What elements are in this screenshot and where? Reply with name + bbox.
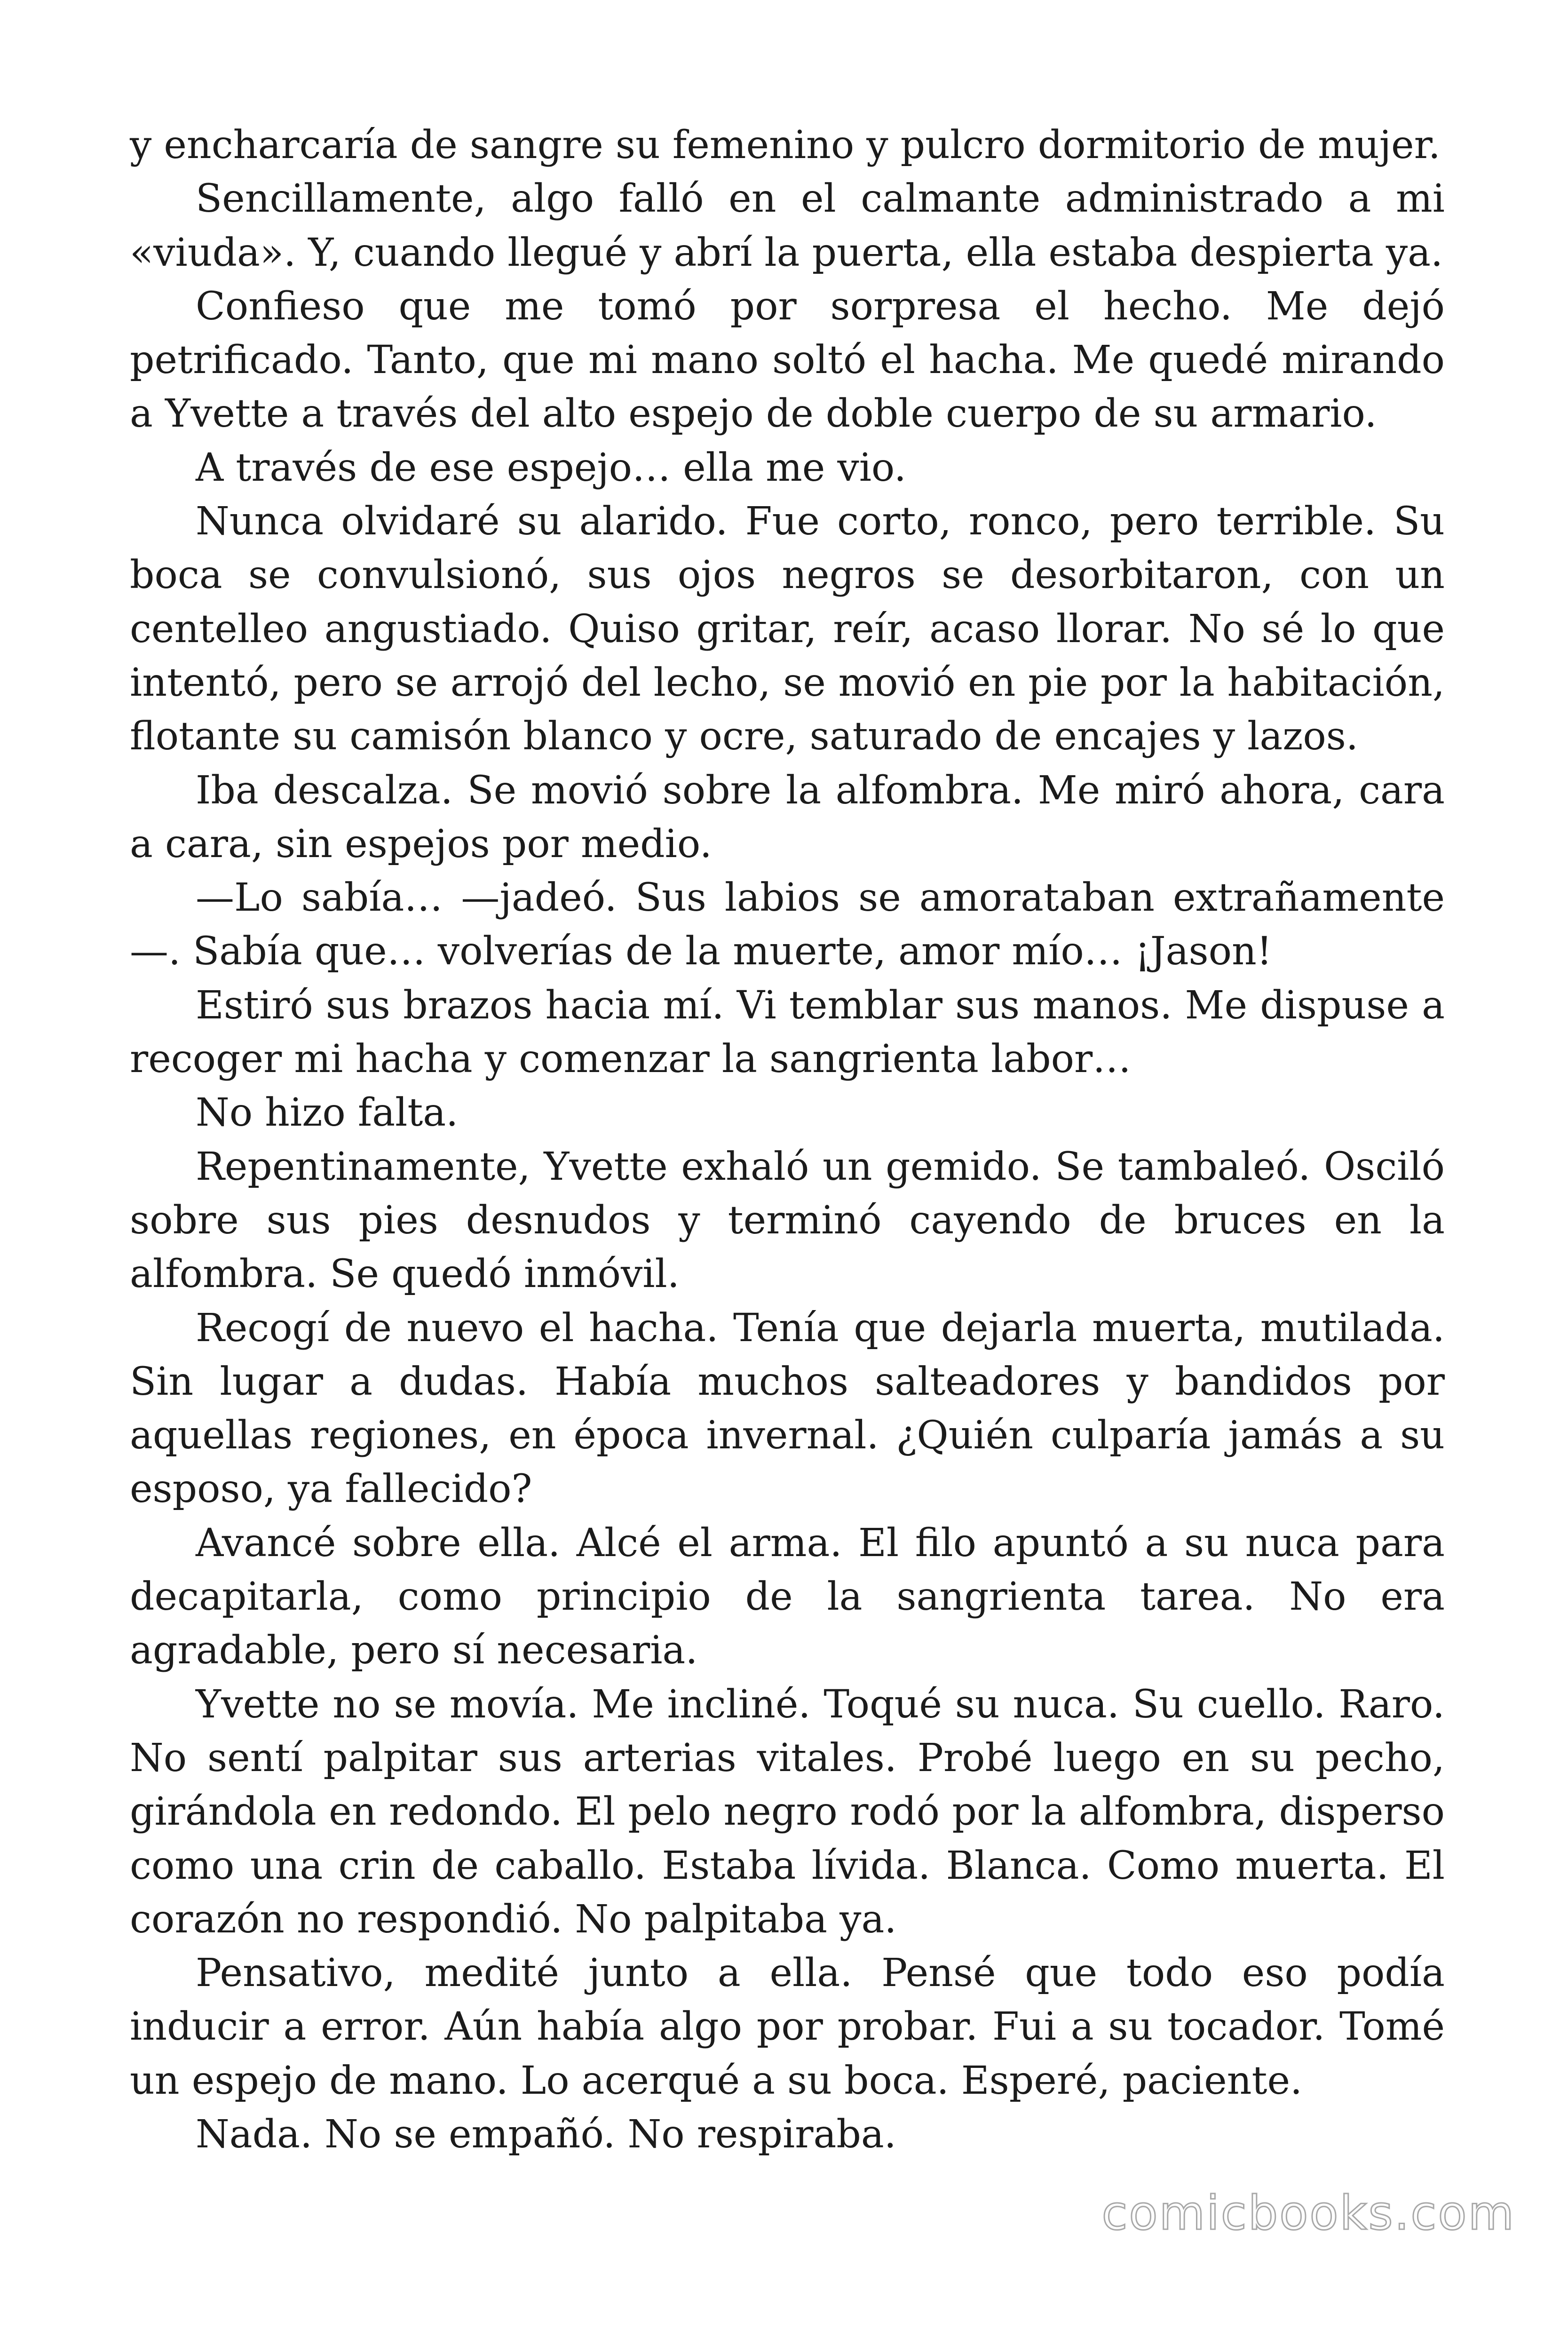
paragraph: y encharcaría de sangre su femenino y pulcro dormitorio de mujer.: [130, 123, 1441, 167]
paragraph: Nada. No se empañó. No respiraba.: [196, 2112, 896, 2157]
paragraph: Pensativo, medité junto a ella. Pensé que todo eso podía inducir a error. Aún había algo por probar. Fui a su tocador. Tomé un espejo de mano. Lo acerqué a su boca. Esperé, paciente.: [130, 1951, 1445, 2103]
paragraph: A través de ese espejo… ella me vio.: [196, 445, 906, 490]
paragraph: Iba descalza. Se movió sobre la alfombra. Me miró ahora, cara a cara, sin espejos por medio.: [130, 768, 1445, 866]
paragraph: —Lo sabía… —jadeó. Sus labios se amorataban extrañamente—. Sabía que… volverías de la muerte, amor mío… ¡Jason!: [130, 875, 1445, 974]
paragraph: Nunca olvidaré su alarido. Fue corto, ronco, pero terrible. Su boca se convulsionó, sus ojos negros se desorbitaron, con un centelleo angustiado. Quiso gritar, reír, acaso llorar. No sé lo que intentó, pero se arrojó del lecho, se movió en pie por la habitación, flotante su camisón blanco y ocre, saturado de encajes y lazos.: [130, 499, 1445, 759]
paragraph: No hizo falta.: [196, 1090, 459, 1136]
watermark: comicbooks.com: [1101, 2185, 1515, 2241]
paragraph: Sencillamente, algo falló en el calmante administrado a mi «viuda». Y, cuando llegué y abrí la puerta, ella estaba despierta ya.: [130, 176, 1445, 275]
paragraph: Repentinamente, Yvette exhaló un gemido. Se tambaleó. Osciló sobre sus pies desnudos y terminó cayendo de bruces en la alfombra. Se quedó inmóvil.: [130, 1144, 1445, 1297]
body-text: [130, 119, 1445, 2161]
paragraph: Recogí de nuevo el hacha. Tenía que dejarla muerta, mutilada. Sin lugar a dudas. Había muchos salteadores y bandidos por aquellas regiones, en época invernal. ¿Quién culparía jamás a su esposo, ya fallecido?: [130, 1305, 1445, 1512]
paragraph: Confieso que me tomó por sorpresa el hecho. Me dejó petrificado. Tanto, que mi mano soltó el hacha. Me quedé mirando a Yvette a través del alto espejo de doble cuerpo de su armario.: [130, 284, 1445, 437]
paragraph: Avancé sobre ella. Alcé el arma. El filo apuntó a su nuca para decapitarla, como principio de la sangrienta tarea. No era agradable, pero sí necesaria.: [130, 1520, 1445, 1673]
paragraph: Estiró sus brazos hacia mí. Vi temblar sus manos. Me dispuse a recoger mi hacha y comenzar la sangrienta labor…: [130, 983, 1445, 1082]
paragraph: Yvette no se movía. Me incliné. Toqué su nuca. Su cuello. Raro. No sentí palpitar sus arterias vitales. Probé luego en su pecho, girándola en redondo. El pelo negro rodó por la alfombra, disperso como una crin de caballo. Estaba lívida. Blanca. Como muerta. El corazón no respondió. No palpitaba ya.: [130, 1682, 1445, 1942]
